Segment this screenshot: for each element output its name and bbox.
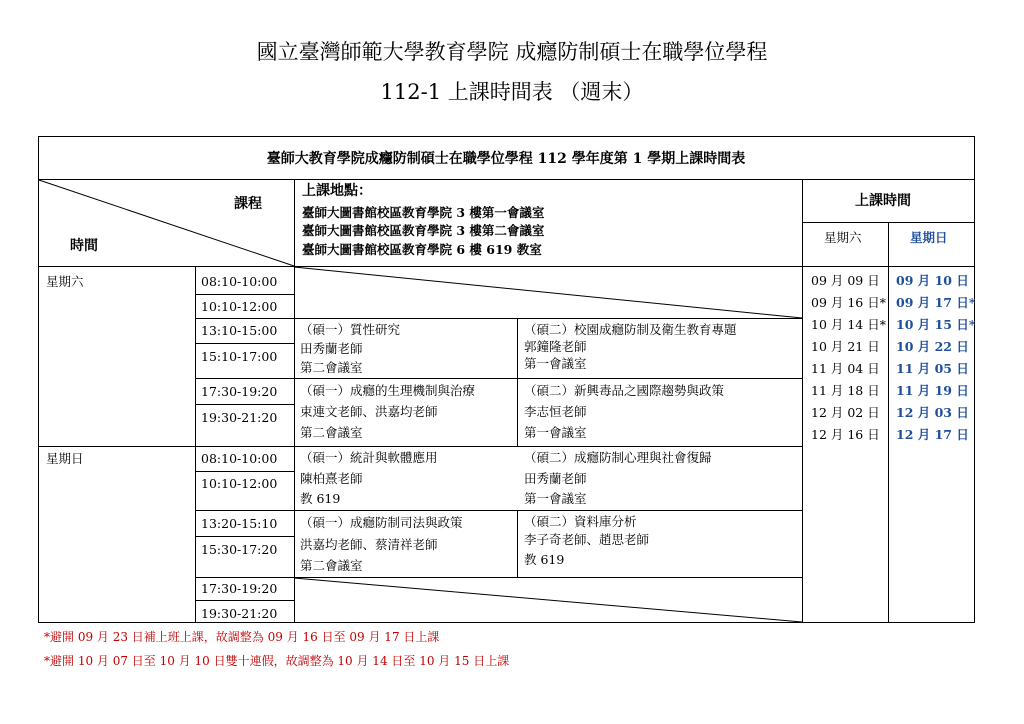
course-title: （碩二）資料庫分析 [524,514,637,529]
page-subtitle: 112-1 上課時間表 （週末） [380,80,644,104]
footnote: *避開 10 月 07 日至 10 月 10 日雙十連假，故調整為 10 月 14 日至 10 月 15 日上課 [44,654,510,668]
slot-time: 19:30-21:20 [201,410,278,425]
course-room: 第二會議室 [300,360,363,375]
sun-date: 10 月 22 日 [896,339,969,354]
slot-time: 08:10-10:00 [201,274,278,289]
course-teacher: 田秀蘭老師 [300,341,363,356]
header-sun: 星期日 [910,230,948,245]
slot-time: 17:30-19:20 [201,581,278,596]
day-sat: 星期六 [46,274,84,289]
course-teacher: 陳柏熹老師 [300,471,363,486]
course-title: （碩一）成癮的生理機制與治療 [300,383,476,398]
slot-time: 10:10-12:00 [201,299,278,314]
course-title: （碩二）校園成癮防制及衛生教育專題 [524,322,737,337]
course-room: 第一會議室 [524,356,587,371]
course-title: （碩一）統計與軟體應用 [300,450,438,465]
sat-date: 12 月 02 日 [811,405,880,420]
location-label: 上課地點： [302,183,372,199]
slot-time: 15:30-17:20 [201,542,278,557]
header-course: 課程 [234,196,262,212]
slot-time: 13:20-15:10 [201,516,278,531]
sat-date: 10 月 21 日 [811,339,880,354]
sat-date: 11 月 18 日 [811,383,880,398]
course-title: （碩二）成癮防制心理與社會復歸 [524,450,712,465]
header-sat: 星期六 [824,230,862,245]
sat-date: 12 月 16 日 [811,427,880,442]
header-class-time: 上課時間 [855,193,911,209]
sun-date: 12 月 17 日 [896,427,969,442]
course-room: 第二會議室 [300,425,363,440]
course-room: 第二會議室 [300,558,363,573]
sat-date: 10 月 14 日* [811,317,886,332]
sun-date: 11 月 05 日 [896,361,969,376]
sun-date: 10 月 15 日* [896,317,976,332]
course-title: （碩一）質性研究 [300,322,401,337]
page-title: 國立臺灣師範大學教育學院 成癮防制碩士在職學位學程 [256,40,768,64]
course-room: 教 619 [300,491,341,506]
location-1: 臺師大圖書館校區教育學院 3 樓第一會議室 [302,205,545,220]
course-title: （碩一）成癮防制司法與政策 [300,515,463,530]
day-sun: 星期日 [46,451,84,466]
slot-time: 17:30-19:20 [201,384,278,399]
sun-date: 09 月 10 日 [896,273,969,288]
slot-time: 10:10-12:00 [201,476,278,491]
header-time: 時間 [70,238,98,254]
slot-time: 15:10-17:00 [201,349,278,364]
location-2: 臺師大圖書館校區教育學院 3 樓第二會議室 [302,223,545,238]
course-teacher: 李子奇老師、趙思老師 [524,532,650,547]
course-room: 教 619 [524,552,565,567]
slot-time: 13:10-15:00 [201,323,278,338]
sun-date: 12 月 03 日 [896,405,969,420]
sat-date: 09 月 09 日 [811,273,880,288]
sun-date: 11 月 19 日 [896,383,969,398]
slot-time: 19:30-21:20 [201,606,278,621]
location-3: 臺師大圖書館校區教育學院 6 樓 619 教室 [302,242,542,257]
sat-date: 11 月 04 日 [811,361,880,376]
course-teacher: 郭鐘隆老師 [524,339,587,354]
course-teacher: 束連文老師、洪嘉均老師 [300,404,438,419]
course-teacher: 田秀蘭老師 [524,471,587,486]
course-room: 第一會議室 [524,491,587,506]
sun-date: 09 月 17 日* [896,295,976,310]
footnote: *避開 09 月 23 日補上班上課，故調整為 09 月 16 日至 09 月 17 日上課 [44,630,440,644]
sat-date: 09 月 16 日* [811,295,886,310]
course-teacher: 洪嘉均老師、蔡清祥老師 [300,537,438,552]
slot-time: 08:10-10:00 [201,451,278,466]
course-room: 第一會議室 [524,425,587,440]
table-caption: 臺師大教育學院成癮防制碩士在職學位學程 112 學年度第 1 學期上課時間表 [266,151,746,167]
course-title: （碩二）新興毒品之國際趨勢與政策 [524,383,725,398]
course-teacher: 李志恒老師 [524,404,587,419]
